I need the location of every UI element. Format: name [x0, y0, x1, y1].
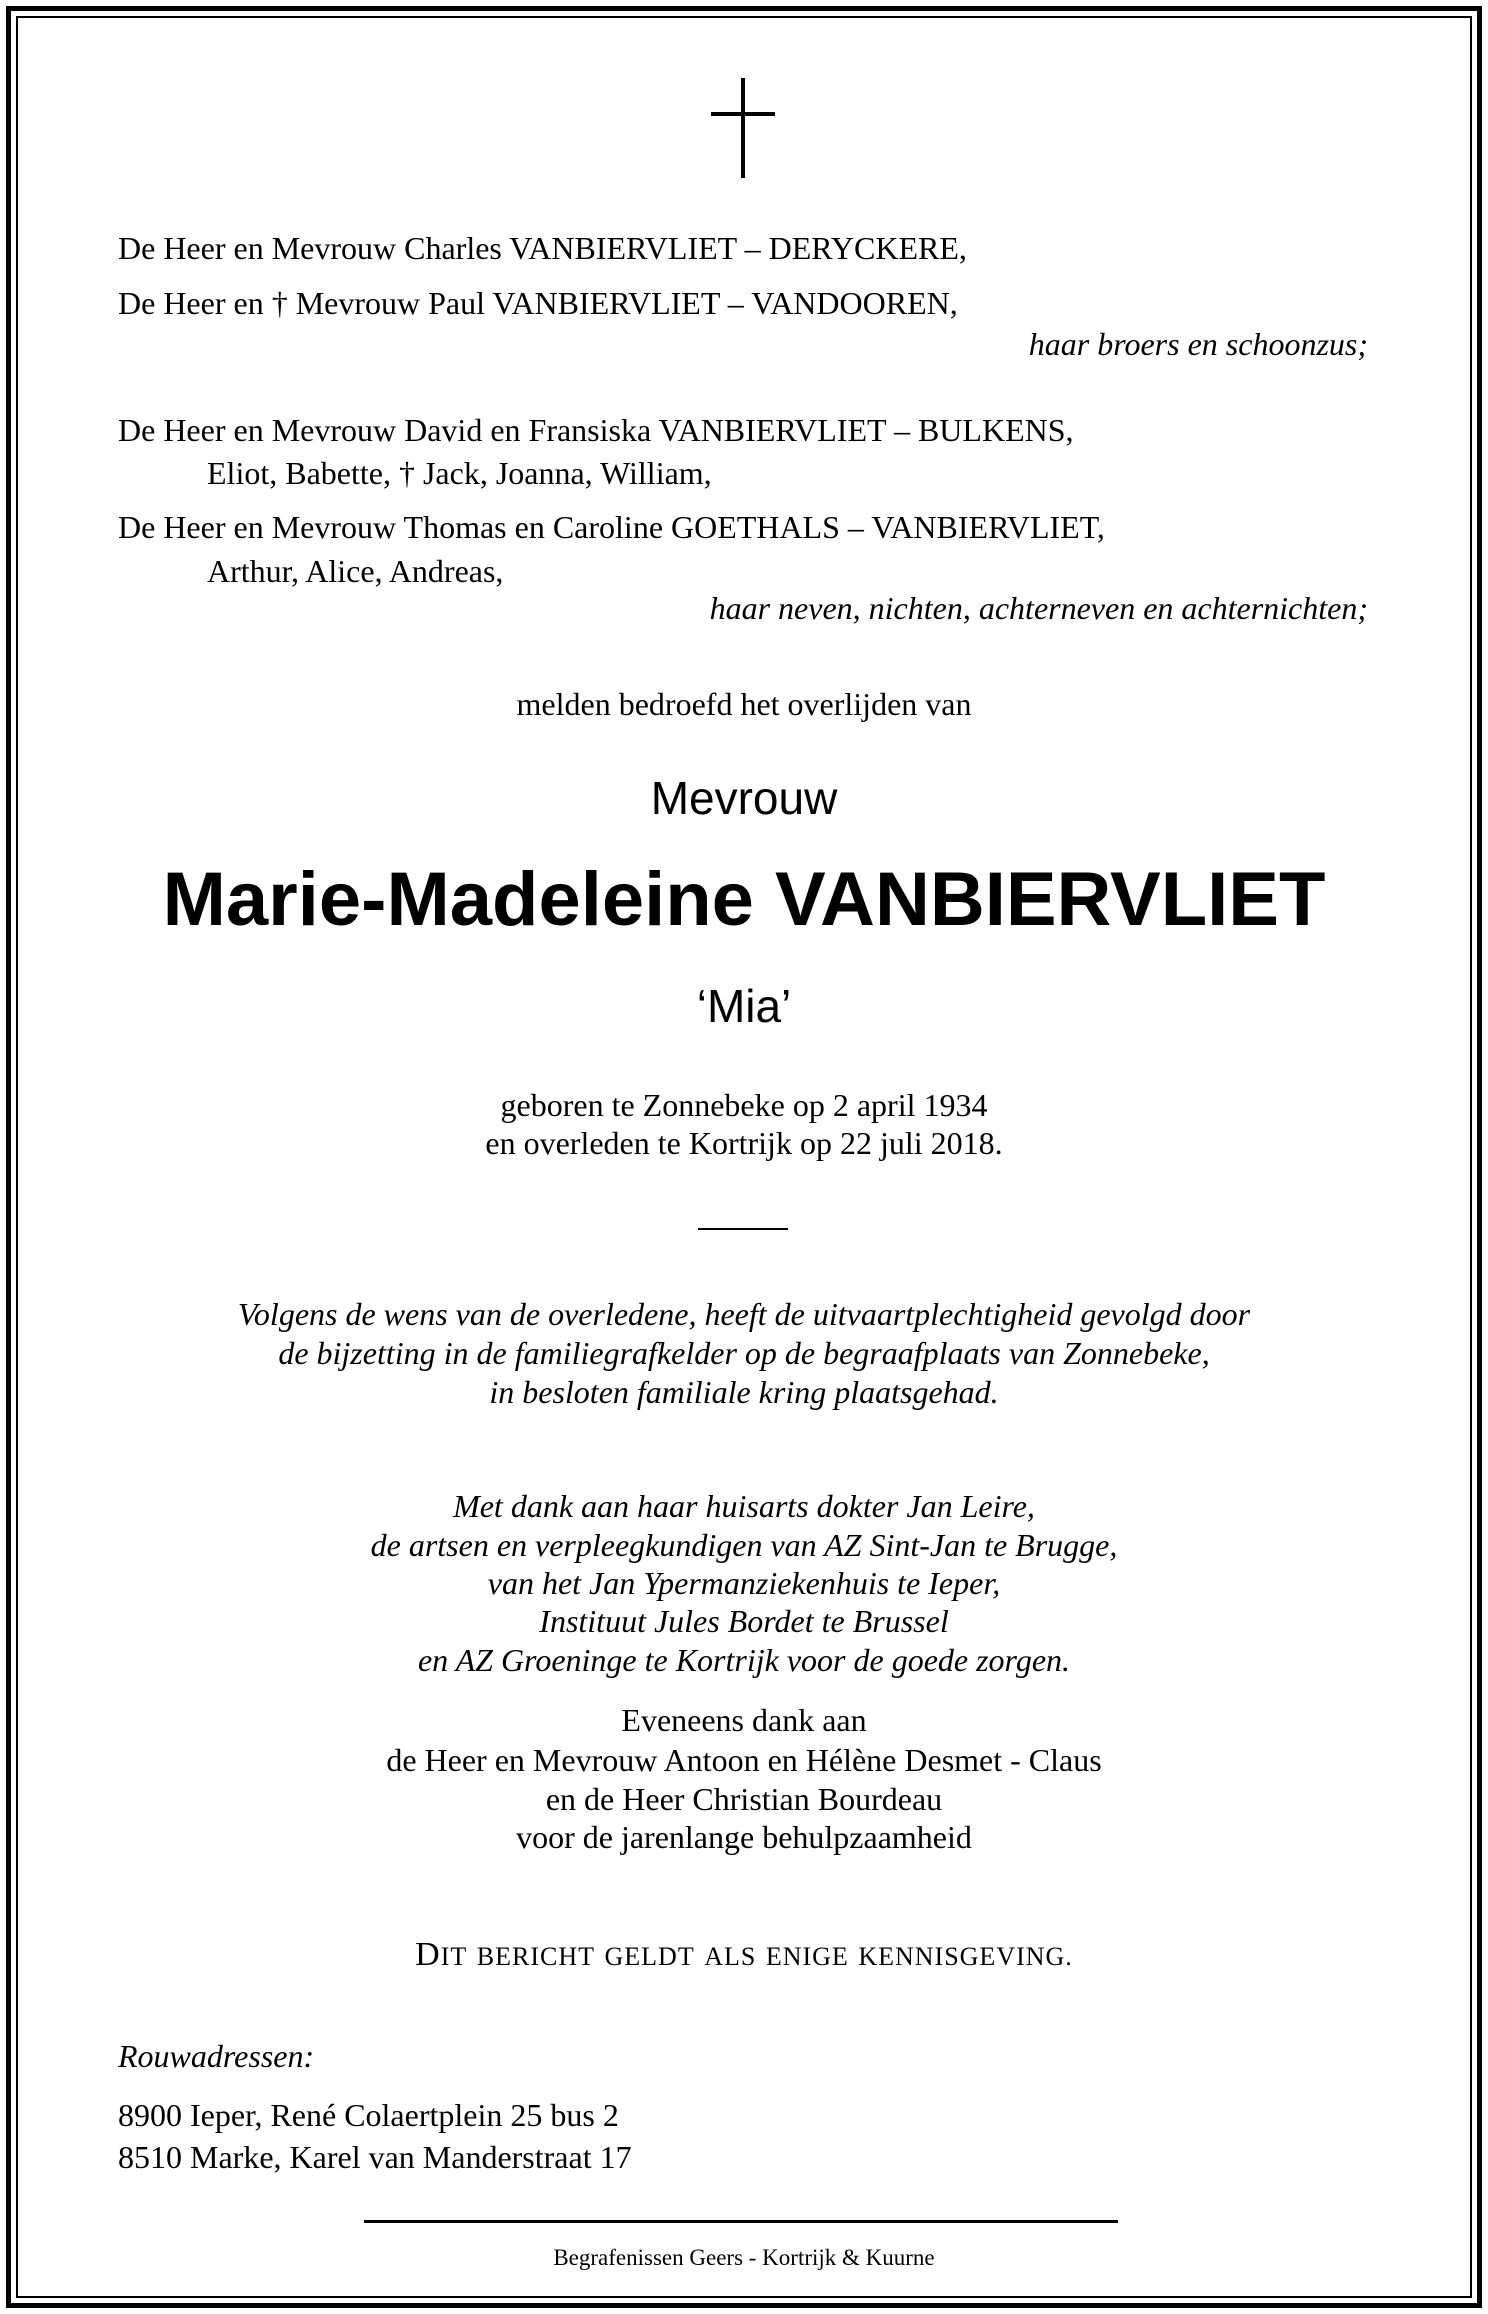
announcement-intro: melden bedroefd het overlijden van	[516, 686, 972, 722]
also-thanks-line-2: de Heer en Mevrouw Antoon en Hélène Desmet - Claus	[386, 1742, 1102, 1778]
separator-long	[364, 2220, 1118, 2223]
thanks-line-1: Met dank aan haar huisarts dokter Jan Leire,	[453, 1488, 1035, 1524]
funeral-text-line-2: de bijzetting in de familiegrafkelder op de begraafplaats van Zonnebeke,	[278, 1335, 1210, 1371]
sibling-line-1: De Heer en Mevrouw Charles VANBIERVLIET – DERYCKERE,	[118, 230, 967, 266]
notice-word-3: GELDT	[604, 1942, 695, 1971]
funeral-text-line-3: in besloten familiale kring plaatsgehad.	[489, 1374, 999, 1410]
siblings-role: haar broers en schoonzus;	[1028, 326, 1368, 362]
nephew-1-children: Eliot, Babette, † Jack, Joanna, William,	[207, 455, 712, 491]
thanks-line-5: en AZ Groeninge te Kortrijk voor de goede zorgen.	[417, 1642, 1071, 1678]
nephew-2-children: Arthur, Alice, Andreas,	[207, 553, 504, 589]
notice-word-5: ENIGE	[765, 1942, 849, 1971]
cross-vertical	[741, 78, 745, 178]
deceased-name: Marie-Madeleine VANBIERVLIET	[162, 857, 1326, 942]
thanks-line-4: Instituut Jules Bordet te Brussel	[539, 1603, 949, 1639]
address-line-2: 8510 Marke, Karel van Manderstraat 17	[118, 2139, 632, 2175]
notice-word-1-rest: IT	[440, 1942, 468, 1971]
notice-word-2: BERICHT	[476, 1942, 596, 1971]
notice-word-4: ALS	[704, 1942, 757, 1971]
also-thanks-line-1: Eveneens dank aan	[621, 1702, 867, 1738]
nephew-line-1: De Heer en Mevrouw David en Fransiska VANBIERVLIET – BULKENS,	[118, 412, 1074, 448]
funeral-home-footer: Begrafenissen Geers - Kortrijk & Kuurne	[553, 2245, 935, 2270]
nephews-role: haar neven, nichten, achterneven en achternichten;	[709, 590, 1368, 626]
thanks-line-2: de artsen en verpleegkundigen van AZ Sint-Jan te Brugge,	[370, 1527, 1118, 1563]
death-line: en overleden te Kortrijk op 22 juli 2018.	[485, 1125, 1003, 1161]
also-thanks-line-3: en de Heer Christian Bourdeau	[545, 1781, 943, 1817]
notice-word-1-initial: D	[415, 1936, 441, 1973]
cross-horizontal	[711, 112, 775, 116]
funeral-text-line-1: Volgens de wens van de overledene, heeft de uitvaartplechtigheid gevolgd door	[237, 1296, 1251, 1332]
sibling-line-2: De Heer en † Mevrouw Paul VANBIERVLIET – VANDOOREN,	[118, 285, 958, 321]
thanks-line-3: van het Jan Ypermanziekenhuis te Ieper,	[487, 1565, 1001, 1601]
also-thanks-line-4: voor de jarenlange behulpzaamheid	[516, 1819, 972, 1855]
nephew-line-2: De Heer en Mevrouw Thomas en Caroline GOETHALS – VANBIERVLIET,	[118, 509, 1105, 545]
birth-line: geboren te Zonnebeke op 2 april 1934	[500, 1087, 988, 1123]
addresses-label: Rouwadressen:	[118, 2038, 315, 2074]
separator-short	[698, 1228, 788, 1230]
deceased-nickname: ‘Mia’	[696, 980, 792, 1032]
sole-notice	[0, 1935, 1488, 1977]
address-line-1: 8900 Ieper, René Colaertplein 25 bus 2	[118, 2097, 619, 2133]
notice-word-6: KENNISGEVING.	[858, 1942, 1073, 1971]
deceased-title: Mevrouw	[650, 772, 838, 824]
